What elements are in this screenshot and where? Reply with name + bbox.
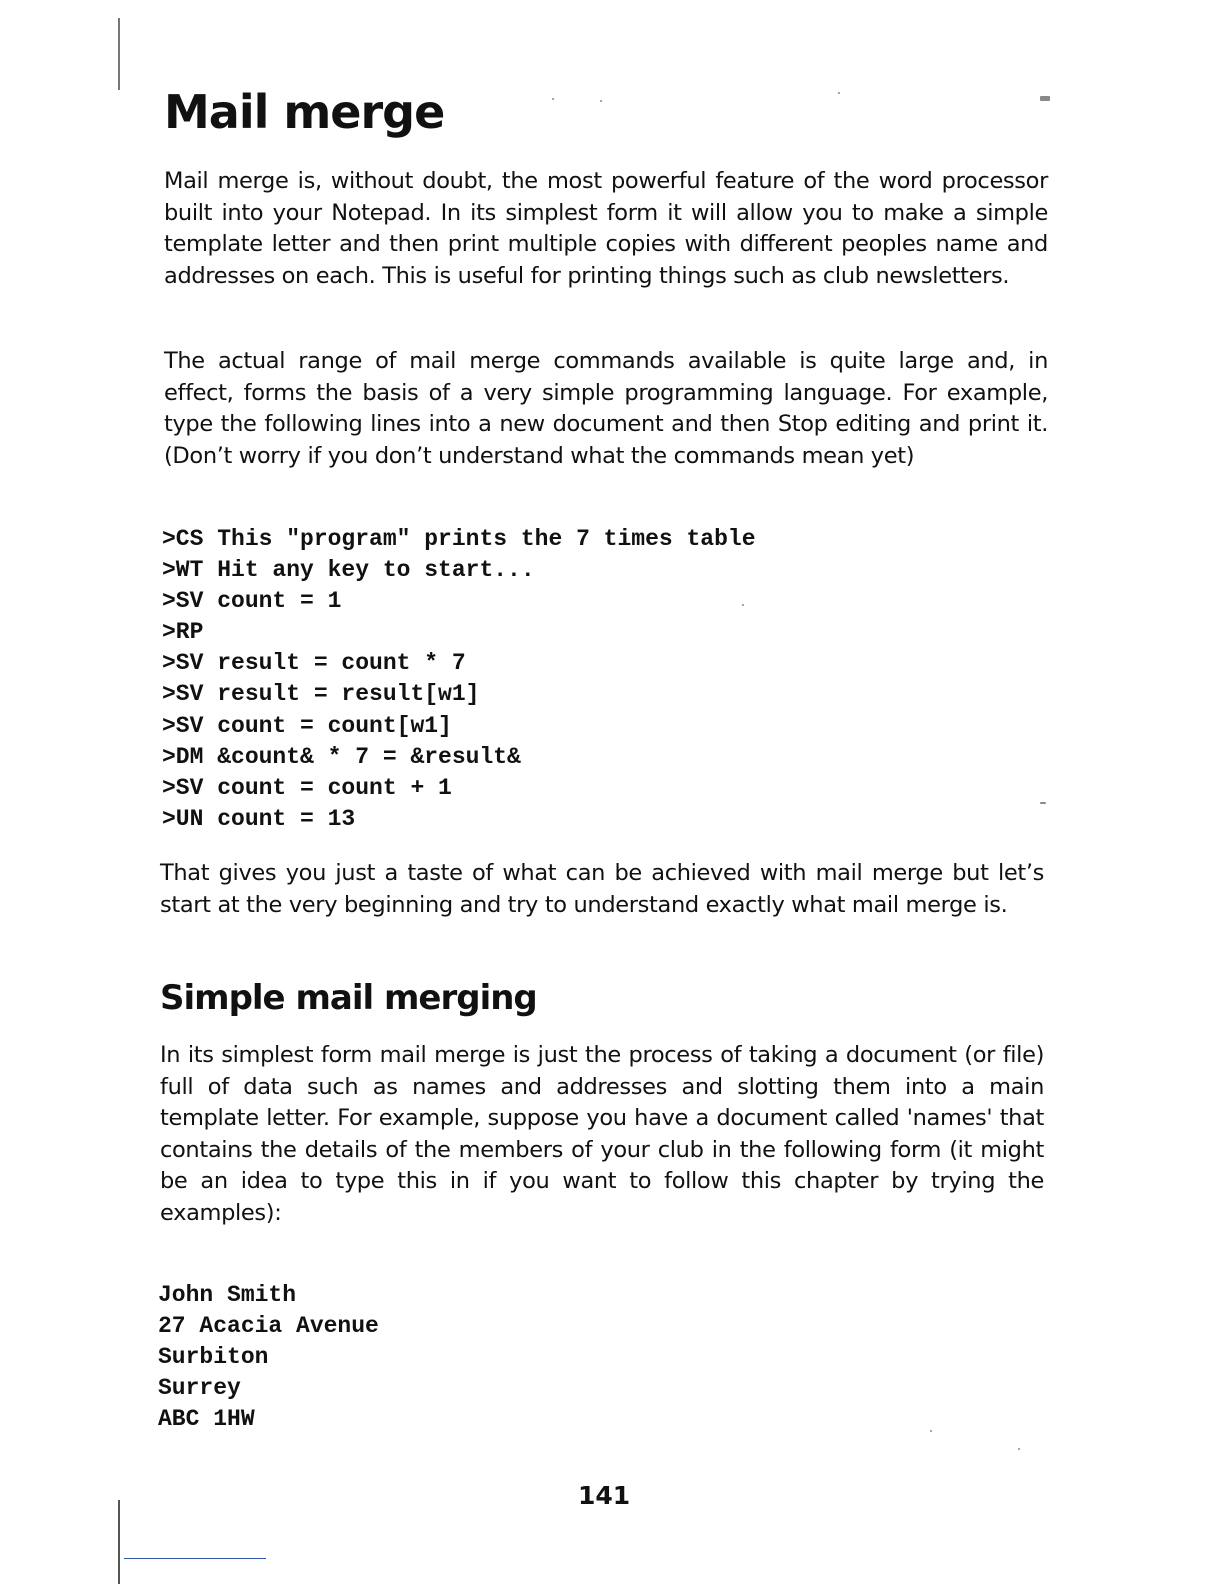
scan-speck: [930, 1430, 932, 1432]
scan-rule-bottom: [124, 1558, 266, 1559]
intro-paragraph: Mail merge is, without doubt, the most powerful feature of the word processor built into your Notepad. In its simplest form it will allow you to make a simple template letter and then print multiple copies with different peoples name and addresses on each. This is useful for printing things such as club newsletters.: [164, 168, 1048, 289]
code-line: >SV count = 1: [162, 588, 342, 615]
address-line: ABC 1HW: [158, 1406, 255, 1433]
code-listing: [162, 524, 756, 835]
commands-paragraph: The actual range of mail merge commands available is quite large and, in effect, forms the basis of a very simple programming language. For example, type the following lines into a new document and then Stop editing and print it. (Don’t worry if you don’t understand what the commands mean yet): [164, 348, 1048, 469]
code-line: >WT Hit any key to start...: [162, 557, 535, 584]
section-heading: Simple mail merging: [160, 978, 537, 1018]
page-title: Mail merge: [164, 85, 445, 139]
code-line: >UN count = 13: [162, 805, 356, 832]
address-line: Surrey: [158, 1375, 241, 1402]
scan-edge-mark-bottom: [118, 1500, 120, 1584]
scan-edge-mark-top: [118, 18, 120, 90]
page-number: 141: [578, 1481, 631, 1510]
simple-merge-paragraph: In its simplest form mail merge is just the process of taking a document (or file) full of data such as names and addresses and slotting them into a main template letter. For example, suppose you have a document called 'names' that contains the details of the members of your club in the following form (it might be an idea to type this in if you want to follow this chapter by trying the examples):: [160, 1042, 1044, 1226]
scan-speck: [1040, 802, 1046, 804]
scan-speck: [1040, 96, 1050, 101]
address-line: 27 Acacia Avenue: [158, 1313, 379, 1340]
closing-paragraph: That gives you just a taste of what can be achieved with mail merge but let’s start at the very beginning and try to understand exactly what mail merge is.: [160, 860, 1044, 918]
code-line: >DM &count& * 7 = &result&: [162, 743, 521, 770]
scan-speck: [1018, 1448, 1020, 1450]
address-example: [158, 1280, 379, 1435]
code-line: >SV result = count * 7: [162, 650, 466, 677]
code-line: >SV count = count[w1]: [162, 712, 452, 739]
code-line: >SV result = result[w1]: [162, 681, 480, 708]
scan-speck: [552, 98, 554, 100]
address-line: Surbiton: [158, 1344, 269, 1371]
code-line: >CS This "program" prints the 7 times table: [162, 526, 756, 552]
scan-speck: [600, 100, 602, 102]
code-line: >SV count = count + 1: [162, 774, 452, 801]
code-line: >RP: [162, 619, 204, 646]
address-line: John Smith: [158, 1282, 297, 1308]
scan-speck: [838, 92, 840, 94]
